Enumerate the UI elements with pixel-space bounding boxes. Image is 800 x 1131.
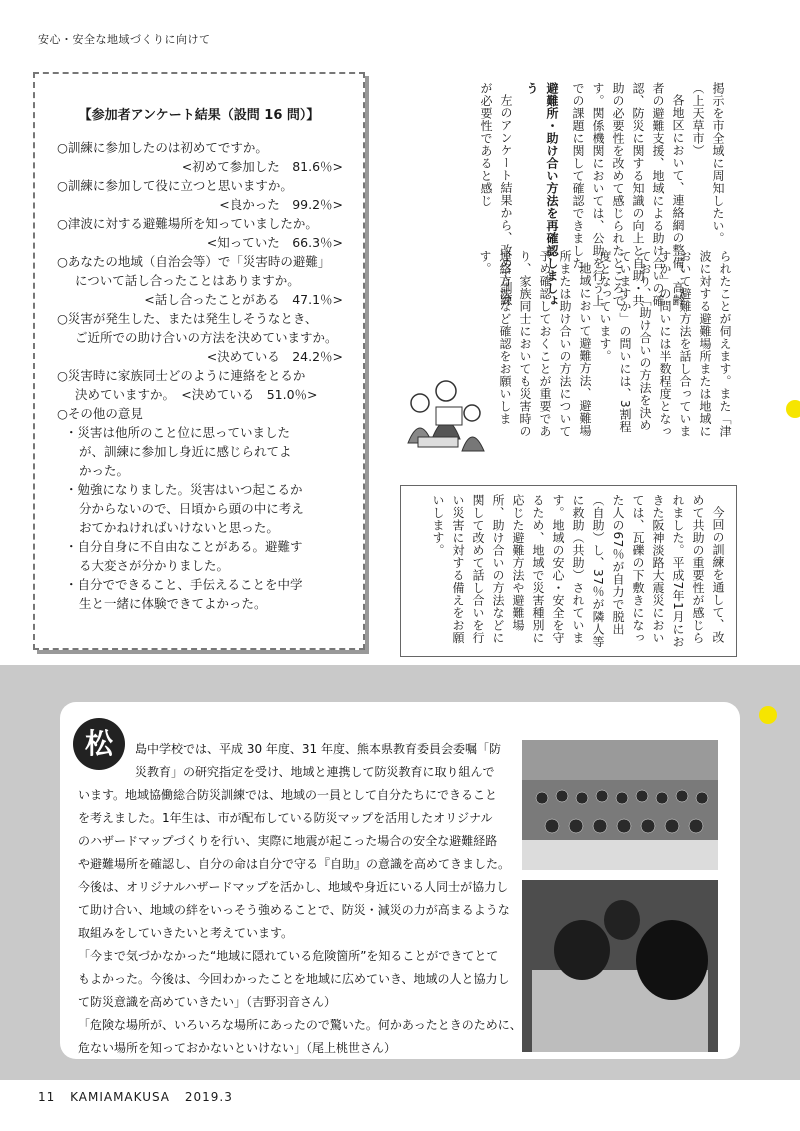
school-article-line: て防災意識を高めていきたい」（吉野羽音さん） [78,995,337,1009]
school-badge: 松 [73,718,125,770]
school-article-line: のハザードマップづくりを行い、実際に地震が起こった場合の安全な避難経路 [78,834,498,848]
workshop-photo [522,880,718,1052]
article-source: （上天草市） [691,82,705,157]
survey-line: <話し合ったことがある 47.1％> [144,292,343,307]
survey-line: <決めている 24.2％> [206,349,343,364]
survey-line: ○訓練に参加して役に立つと思いますか。 [57,178,293,193]
issue-date: 2019.3 [184,1090,233,1104]
school-article-line: や避難場所を確認し、自分の命は自分で守る『自助』の意識を高めてきました。 [78,857,511,871]
survey-line: ○災害が発生した、または発生しそうなとき、 [57,311,318,326]
survey-line: 分からないので、日頃から頭の中に考え [79,501,304,516]
school-article-line: て助け合い、地域の絆をいっそう強めることで、防災・減災の力が高まるような [78,903,510,917]
survey-line: ○津波に対する避難場所を知っていましたか。 [57,216,318,231]
school-article-line: 「危険な場所が、いろいろな場所にあったので驚いた。何かあったときのために、 [78,1018,522,1032]
survey-line: ・勉強になりました。災害はいつ起こるか [65,482,303,497]
school-article-line: 取組みをしていきたいと考えています。 [78,926,294,940]
article-paragraph: 各地区において、連絡網の整備、高齢者の避難支援、地域による助け合いの確認、防災に関する知識の向上と自助・共助の必要性を改めて感じられたところです。関係機関においては、公助を行う上での課題に関して確認できました。 [571,82,685,307]
boxed-note [400,485,737,657]
school-article-line: 危ない場所を知っておかないといけない」（尾上桃世さん） [78,1041,397,1055]
article-paragraph: 地域において避難方法、避難場所または助け合いの方法について予め確認しておくことが重要であり、家族同士においても災害時の連絡方法など確認をお願いします。 [478,250,592,438]
article-paragraph: られたことが伺えます。また「津波に対する避難場所または地域において避難方法を話し合っていますか」の問いには半数程度となっており、「助け合いの方法を決めていますか」の問いには、3割程度となっています。 [598,250,732,438]
survey-line: が、訓練に参加し身近に感じられてよ [79,444,292,459]
survey-line: かった。 [79,463,130,478]
page-footer [38,1090,233,1104]
school-article-line: 島中学校では、平成 30 年度、31 年度、熊本県教育委員会委嘱「防 [135,742,501,756]
article-heading: 避難所・助け合い方法を再確認しましょう [525,82,559,307]
school-article-line: 「今まで気づかなかった“地域に隠れている危険箇所”を知ることができてとて [78,949,499,963]
magazine-name: KAMIAMAKUSA [70,1090,171,1104]
survey-line: <知っていた 66.3％> [206,235,343,250]
family-illustration [398,373,490,459]
survey-line: 生と一緒に体験できてよかった。 [79,596,267,611]
school-article-line: 災教育」の研究指定を受け、地域と連携して防災教育に取り組んで [135,765,495,779]
school-article-line: います。地域協働総合防災訓練では、地域の一員として自分たちにできること [78,788,498,802]
article-paragraph: 左のアンケート結果から、改めて訓練が必要性であると感じ [479,82,513,307]
survey-line: る大変さが分かりました。 [79,558,230,573]
yellow-dot-decoration [759,706,777,724]
survey-line: ・自分自身に不自由なことがある。避難す [65,539,303,554]
survey-line: ○あなたの地域（自治会等）で「災害時の避難」 [57,254,331,269]
yellow-dot-decoration [786,400,800,418]
survey-results [57,138,357,613]
survey-line: 決めていますか。 <決めている 51.0％> [75,387,318,402]
survey-box [33,72,365,650]
page-number: 11 [38,1090,56,1104]
school-article-line: もよかった。今後は、今回わかったことを地域に広めていき、地域の人と協力し [78,972,510,986]
group-photo [522,740,718,870]
survey-line: ○災害時に家族同士どのように連絡をとるか [57,368,306,383]
survey-title: 【参加者アンケート結果（設問 16 問）】 [78,108,320,123]
article-line: 掲示を市全域に周知したい。 [711,82,725,245]
survey-line: <初めて参加した 81.6％> [181,159,343,174]
survey-line: ご近所での助け合いの方法を決めていますか。 [75,330,338,345]
survey-line: ・自分でできること、手伝えることを中学 [65,577,303,592]
survey-line: ・災害は他所のこと位に思っていました [65,425,291,440]
boxed-note-text: 今回の訓練を通して、改めて共助の重要性が感じられました。平成7年1月におきた阪神淡路大震災においては、瓦礫の下敷きになった人の67％が自力で脱出（自助）し、37％が隣人等に救助（共助）されています。地域の安心・安全を守るため、地域で災害種別に応じた避難方法や避難場所、助け合いの方法などに関して改めて話し合いを行い災害に対する備えをお願いします。 [431,494,725,648]
survey-line: について話し合ったことはありますか。 [75,273,300,288]
school-article [78,738,522,1060]
survey-line: <良かった 99.2％> [219,197,343,212]
survey-line: ○その他の意見 [57,406,143,421]
section-header: 安心・安全な地域づくりに向けて [38,33,211,46]
school-article-line: を考えました。1年生は、市が配布している防災マップを活用したオリジナル [78,811,493,825]
survey-line: おてかねければいけないと思った。 [79,520,279,535]
article-column-lower [478,250,735,440]
survey-line: ○訓練に参加したのは初めてですか。 [57,140,268,155]
school-article-line: 今後は、オリジナルハザードマップを活かし、地域や身近にいる人同士が協力し [78,880,509,894]
